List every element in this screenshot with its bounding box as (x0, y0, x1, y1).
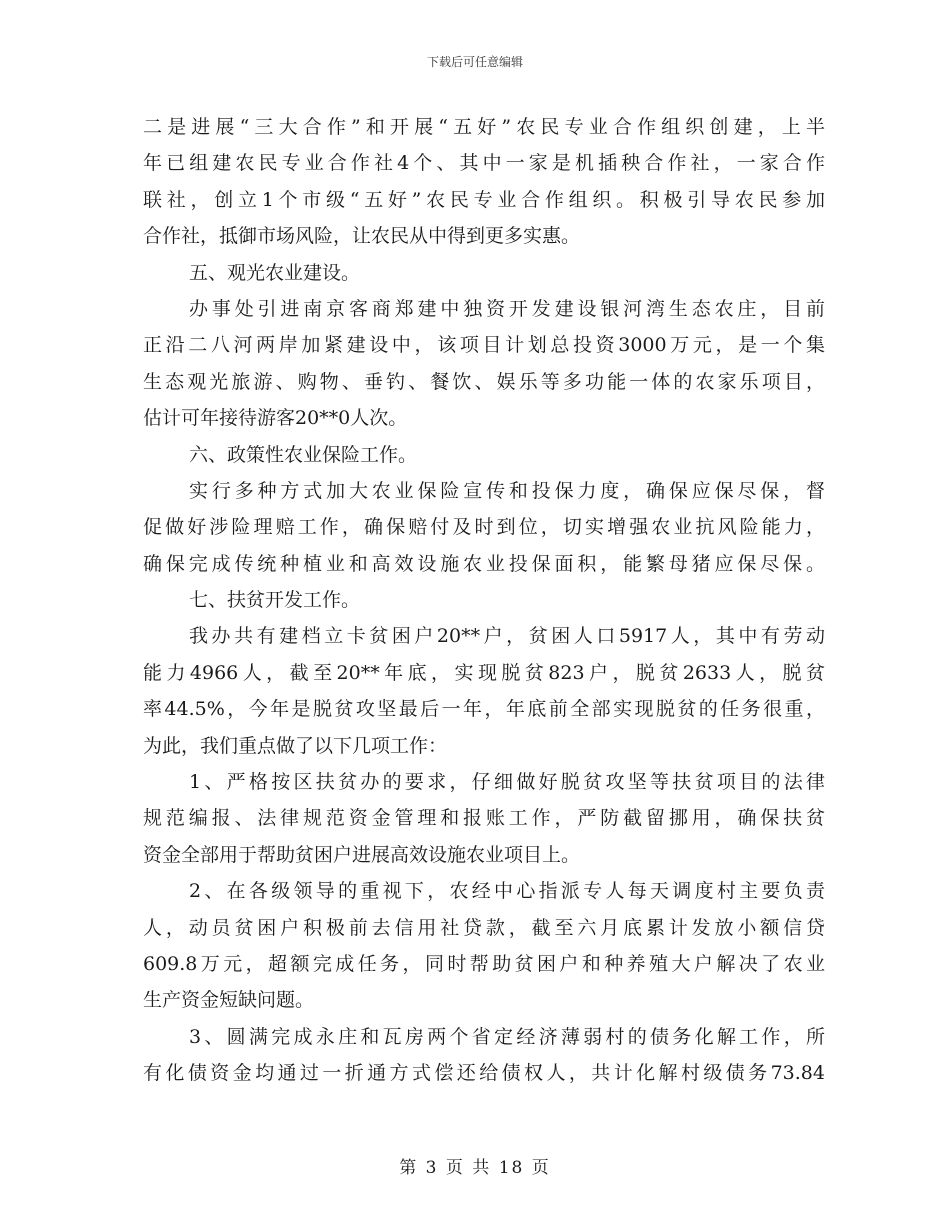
text-line: 确保完成传统种植业和高效设施农业投保面积，能繁母猪应保尽保。 (143, 552, 825, 575)
text-line: 1、严格按区扶贫办的要求，仔细做好脱贫攻坚等扶贫项目的法律 (189, 771, 825, 794)
text-line: 正沿二八河两岸加紧建设中，该项目计划总投资3000万元，是一个集 (143, 334, 825, 357)
text-line: 促做好涉险理赔工作，确保赔付及时到位，切实增强农业抗风险能力， (143, 516, 825, 539)
text-line: 能力4966人，截至20**年底，实现脱贫823户，脱贫2633人，脱贫 (143, 661, 825, 684)
text-line: 估计可年接待游客20**0人次。 (143, 407, 408, 430)
page-footer: 第 3 页 共 18 页 (399, 1158, 551, 1178)
text-line: 规范编报、法律规范资金管理和报账工作，严防截留挪用，确保扶贫 (143, 807, 825, 830)
text-line: 联社，创立1个市级“五好”农民专业合作组织。积极引导农民参加 (143, 188, 825, 211)
text-line: 六、政策性农业保险工作。 (189, 443, 418, 466)
text-line: 2、在各级领导的重视下，农经中心指派专人每天调度村主要负责 (189, 880, 825, 903)
text-line: 609.8万元，超额完成任务，同时帮助贫困户和种养殖大户解决了农业 (143, 952, 825, 975)
text-line: 3、圆满完成永庄和瓦房两个省定经济薄弱村的债务化解工作，所 (189, 1025, 825, 1048)
text-line: 五、观光农业建设。 (189, 261, 361, 284)
text-line: 生态观光旅游、购物、垂钓、餐饮、娱乐等多功能一体的农家乐项目， (143, 370, 825, 393)
text-line: 实行多种方式加大农业保险宣传和投保力度，确保应保尽保，督 (189, 479, 825, 502)
text-line: 年已组建农民专业合作社4个、其中一家是机插秧合作社，一家合作 (143, 152, 825, 175)
text-line: 率44.5%，今年是脱贫攻坚最后一年，年底前全部实现脱贫的任务很重， (143, 698, 825, 721)
text-line: 办事处引进南京客商郑建中独资开发建设银河湾生态农庄，目前 (189, 297, 825, 320)
text-line: 七、扶贫开发工作。 (189, 589, 361, 612)
text-line: 人，动员贫困户积极前去信用社贷款，截至六月底累计发放小额信贷 (143, 916, 825, 939)
text-line: 为此，我们重点做了以下几项工作： (143, 734, 448, 757)
document-body (143, 109, 825, 1092)
text-line: 我办共有建档立卡贫困户20**户，贫困人口5917人，其中有劳动 (189, 625, 825, 648)
text-line: 合作社，抵御市场风险，让农民从中得到更多实惠。 (143, 225, 581, 248)
text-line: 资金全部用于帮助贫困户进展高效设施农业项目上。 (143, 843, 581, 866)
page-header: 下载后可任意编辑 (426, 55, 523, 69)
text-line: 二是进展“三大合作”和开展“五好”农民专业合作组织创建，上半 (143, 116, 825, 138)
text-line: 生产资金短缺问题。 (143, 989, 315, 1012)
text-line: 有化债资金均通过一折通方式偿还给债权人，共计化解村级债务73.84 (143, 1062, 825, 1085)
